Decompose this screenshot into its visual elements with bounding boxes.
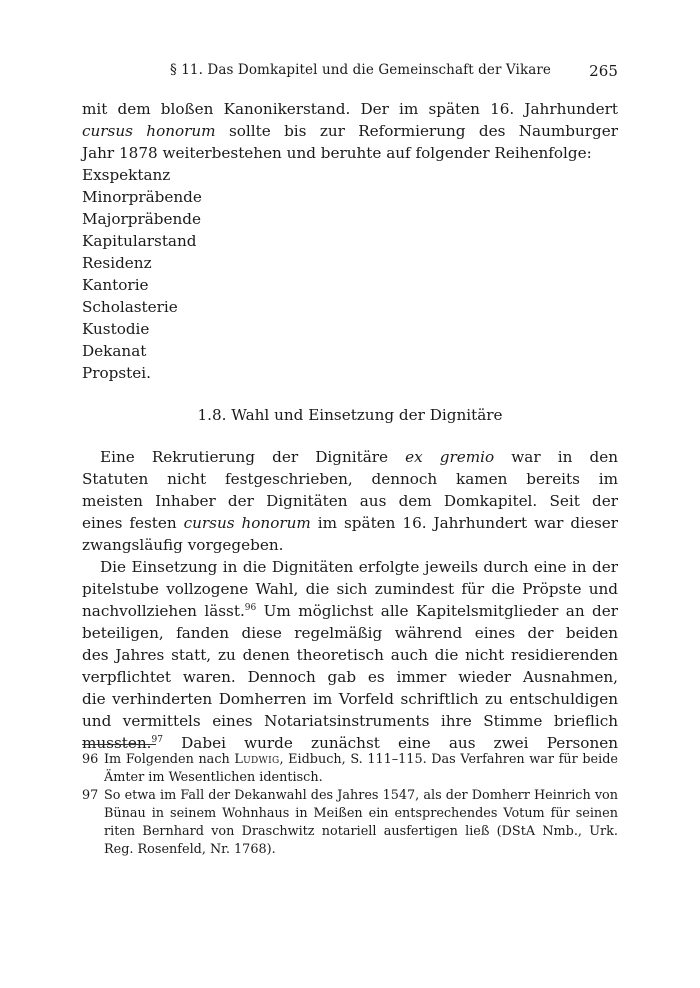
footnotes — [82, 751, 618, 859]
text-span: eines festen — [82, 514, 184, 532]
text-line: beteiligen, fanden diese regelmäßig während eines der beiden — [82, 624, 618, 642]
footnote-divider — [82, 744, 156, 745]
italic-term: cursus honorum — [82, 122, 216, 140]
footnote-line: Ämter im Wesentlichen identisch. — [104, 770, 323, 785]
running-title: § 11. Das Domkapitel und die Gemeinschaft der Vikare — [170, 62, 552, 78]
text-line — [82, 120, 618, 142]
italic-term: cursus honorum — [183, 514, 311, 532]
footnote-text — [104, 751, 618, 769]
text-line: Statuten nicht festgeschrieben, dennoch kamen bereits im — [82, 470, 618, 488]
body-text — [82, 446, 618, 754]
footnote-text: So etwa im Fall der Dekanwahl des Jahres 1547, als der Domherr Heinrich von — [104, 788, 618, 803]
cursus-list — [82, 164, 618, 384]
text-span: im späten 16. Jahrhundert war dieser — [317, 514, 618, 532]
text-line — [82, 512, 618, 534]
footnote-number: 96 — [82, 752, 99, 767]
text-line — [82, 98, 618, 120]
running-head — [82, 62, 618, 82]
footnote-line: riten Bernhard von Draschwitz notariell ausfertigen ließ (DStA Nmb., Urk. — [104, 824, 618, 839]
list-item: Dekanat — [82, 342, 147, 360]
list-item: Exspektanz — [82, 166, 171, 184]
section-heading: 1.8. Wahl und Einsetzung der Dignitäre — [197, 406, 503, 424]
list-item: Propstei. — [82, 364, 151, 382]
author-name: Ludwig — [234, 752, 280, 767]
text-line — [82, 600, 618, 622]
text-span: Im Folgenden nach — [104, 752, 235, 767]
text-span: Jahr 1878 weiterbestehen und beruhte auf folgender Reihenfolge: — [82, 144, 592, 162]
text-line: verpflichtet waren. Dennoch gab es immer wieder Ausnahmen, — [82, 668, 618, 686]
footnote-97 — [82, 787, 618, 805]
list-item: Kustodie — [82, 320, 150, 338]
list-item: Residenz — [82, 254, 152, 272]
footnote-ref[interactable]: 96 — [244, 603, 257, 613]
list-item: Kantorie — [82, 276, 149, 294]
list-item: Minorpräbende — [82, 188, 202, 206]
list-item: Scholasterie — [82, 298, 178, 316]
text-line: meisten Inhaber der Dignitäten aus dem Domkapitel. Seit der — [82, 492, 618, 510]
text-line: die verhinderten Domherren im Vorfeld schriftlich zu entschuldigen — [82, 690, 618, 708]
text-line: des Jahres statt, zu denen theoretisch auch die nicht residierenden — [82, 646, 618, 664]
list-item: Majorpräbende — [82, 210, 201, 228]
text-span: mussten. — [82, 734, 152, 752]
text-line — [82, 446, 618, 468]
text-span: war in den — [511, 448, 618, 466]
text-span: , Eidbuch, S. 111–115. Das Verfahren war für beide — [279, 752, 618, 767]
intro-paragraph — [82, 98, 618, 164]
text-line — [82, 142, 618, 164]
text-line: und vermittels eines Notariatsinstruments ihre Stimme brieflich — [82, 712, 618, 730]
footnote-number: 97 — [82, 788, 99, 803]
text-span: nachvollziehen lässt. — [82, 602, 245, 620]
footnote-line: Reg. Rosenfeld, Nr. 1768). — [104, 842, 276, 857]
text-line: zwangsläufig vorgegeben. — [82, 536, 284, 554]
footnote-96 — [82, 751, 618, 769]
text-span: Eine Rekrutierung der Dignitäre — [100, 448, 406, 466]
text-span: Um möglichst alle Kapitelsmitglieder an der — [263, 602, 618, 620]
text-span: sollte bis zur Reformierung des Naumburger — [228, 122, 618, 140]
text-line: pitelstube vollzogene Wahl, die sich zumindest für die Pröpste und — [82, 580, 618, 598]
footnote-ref[interactable]: 97 — [151, 735, 163, 745]
list-item: Kapitularstand — [82, 232, 197, 250]
page-number: 265 — [589, 62, 618, 80]
text-span: Dabei wurde zunächst eine aus zwei Personen — [181, 734, 618, 752]
text-span: mit dem bloßen Kanonikerstand. Der im späten 16. Jahrhundert — [82, 100, 618, 118]
italic-term: ex gremio — [405, 448, 495, 466]
text-line: Die Einsetzung in die Dignitäten erfolgte jeweils durch eine in der — [100, 558, 618, 576]
footnote-line: Bünau in seinem Wohnhaus in Meißen ein entsprechendes Votum für seinen — [104, 806, 618, 821]
